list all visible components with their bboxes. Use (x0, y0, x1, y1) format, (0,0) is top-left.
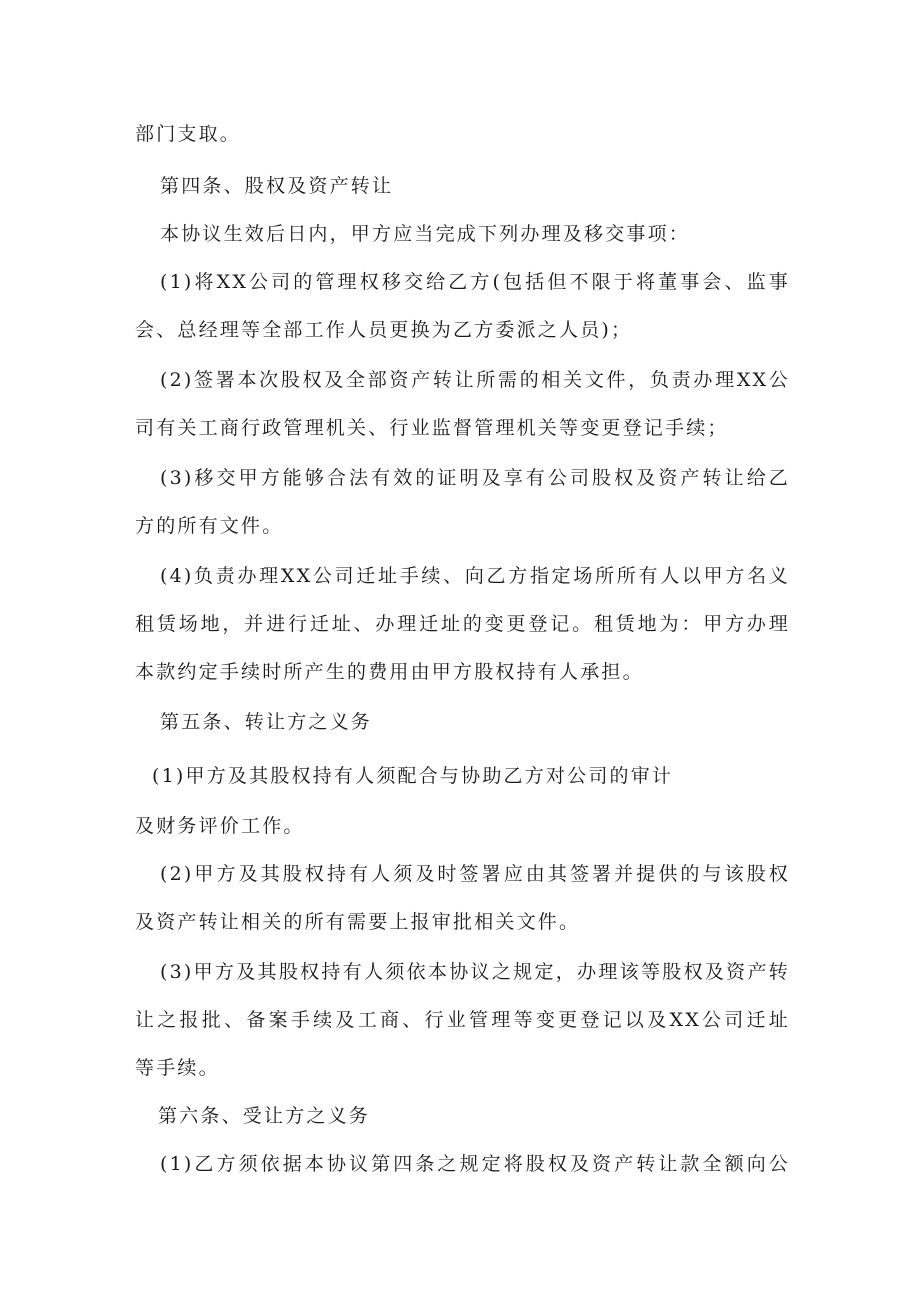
text-line: (1)甲方及其股权持有人须配合与协助乙方对公司的审计 (152, 765, 674, 787)
text-line: (1)乙方须依据本协议第四条之规定将股权及资产转让款全额向公 (160, 1153, 790, 1175)
text-line: 及财务评价工作。 (135, 815, 305, 837)
text-line: (3)移交甲方能够合法有效的证明及享有公司股权及资产转让给乙 (160, 467, 790, 489)
section-heading: 第五条、转让方之义务 (160, 711, 373, 733)
text-line: 部门支取。 (135, 123, 242, 145)
text-line: (2)签署本次股权及全部资产转让所需的相关文件，负责办理XX公 (160, 369, 790, 391)
text-line: (4)负责办理XX公司迁址手续、向乙方指定场所所有人以甲方名义 (160, 565, 790, 587)
section-heading: 第六条、受让方之义务 (158, 1105, 371, 1127)
text-line: 本款约定手续时所产生的费用由甲方股权持有人承担。 (135, 661, 644, 683)
text-line: 司有关工商行政管理机关、行业监督管理机关等变更登记手续； (135, 417, 729, 439)
section-heading: 第四条、股权及资产转让 (160, 175, 394, 197)
text-line: 及资产转让相关的所有需要上报审批相关文件。 (135, 911, 581, 933)
text-line: 让之报批、备案手续及工商、行业管理等变更登记以及XX公司迁址 (135, 1009, 790, 1031)
text-line: 会、总经理等全部工作人员更换为乙方委派之人员)； (135, 319, 633, 341)
text-line: (1)将XX公司的管理权移交给乙方(包括但不限于将董事会、监事 (160, 271, 790, 293)
text-line: 本协议生效后日内，甲方应当完成下列办理及移交事项： (160, 223, 691, 245)
text-line: 租赁场地，并进行迁址、办理迁址的变更登记。租赁地为：甲方办理 (135, 613, 790, 635)
text-line: (3)甲方及其股权持有人须依本协议之规定，办理该等股权及资产转 (160, 961, 790, 983)
text-line: 方的所有文件。 (135, 515, 284, 537)
text-line: (2)甲方及其股权持有人须及时签署应由其签署并提供的与该股权 (160, 863, 790, 885)
text-line: 等手续。 (135, 1057, 220, 1079)
